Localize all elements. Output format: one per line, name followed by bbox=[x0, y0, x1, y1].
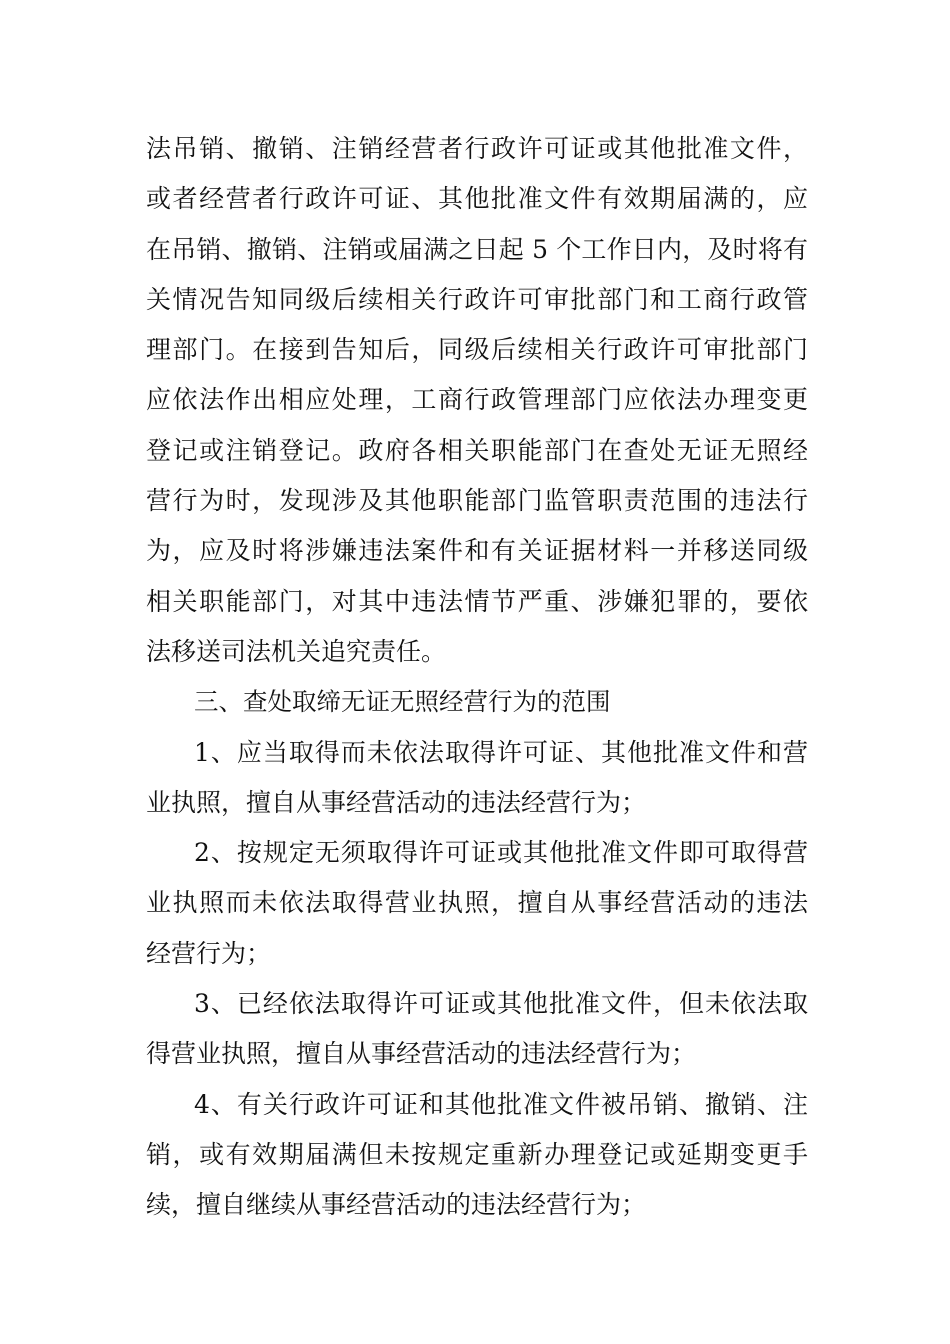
list-item-start: 4、有关行政许可证和其他批准文件被吊销、撤销、注 bbox=[194, 1089, 808, 1119]
list-item-start: 3、已经依法取得许可证或其他批准文件，但未依法取 bbox=[194, 989, 808, 1019]
list-item-line: 业执照，擅自从事经营活动的违法经营行为； bbox=[146, 787, 647, 817]
body-line: 为，应及时将涉嫌违法案件和有关证据材料一并移送同级 bbox=[146, 536, 808, 566]
body-line: 相关职能部门，对其中违法情节严重、涉嫌犯罪的，要依 bbox=[146, 586, 808, 616]
document-body bbox=[146, 124, 808, 1231]
list-item-start: 1、应当取得而未依法取得许可证、其他批准文件和营 bbox=[194, 737, 808, 767]
list-item-line: 得营业执照，擅自从事经营活动的违法经营行为； bbox=[146, 1039, 697, 1069]
list-item-line: 经营行为； bbox=[146, 938, 272, 968]
body-line: 营行为时，发现涉及其他职能部门监管职责范围的违法行 bbox=[146, 486, 808, 516]
list-item-line: 续，擅自继续从事经营活动的违法经营行为； bbox=[146, 1190, 647, 1220]
list-item-start: 2、按规定无须取得许可证或其他批准文件即可取得营 bbox=[194, 838, 808, 868]
list-item-line: 业执照而未依法取得营业执照，擅自从事经营活动的违法 bbox=[146, 888, 808, 918]
body-line: 法移送司法机关追究责任。 bbox=[146, 636, 447, 666]
body-line: 应依法作出相应处理，工商行政管理部门应依法办理变更 bbox=[146, 385, 808, 415]
body-line: 或者经营者行政许可证、其他批准文件有效期届满的，应 bbox=[146, 184, 808, 214]
body-line: 理部门。在接到告知后，同级后续相关行政许可审批部门 bbox=[146, 335, 808, 365]
body-line: 法吊销、撤销、注销经营者行政许可证或其他批准文件， bbox=[146, 134, 808, 163]
body-line: 关情况告知同级后续相关行政许可审批部门和工商行政管 bbox=[146, 284, 808, 314]
body-line: 登记或注销登记。政府各相关职能部门在查处无证无照经 bbox=[146, 435, 808, 465]
section-heading: 三、查处取缔无证无照经营行为的范围 bbox=[194, 687, 611, 717]
list-item-line: 销，或有效期届满但未按规定重新办理登记或延期变更手 bbox=[146, 1139, 808, 1169]
body-line: 在吊销、撤销、注销或届满之日起 5 个工作日内，及时将有 bbox=[146, 234, 808, 264]
